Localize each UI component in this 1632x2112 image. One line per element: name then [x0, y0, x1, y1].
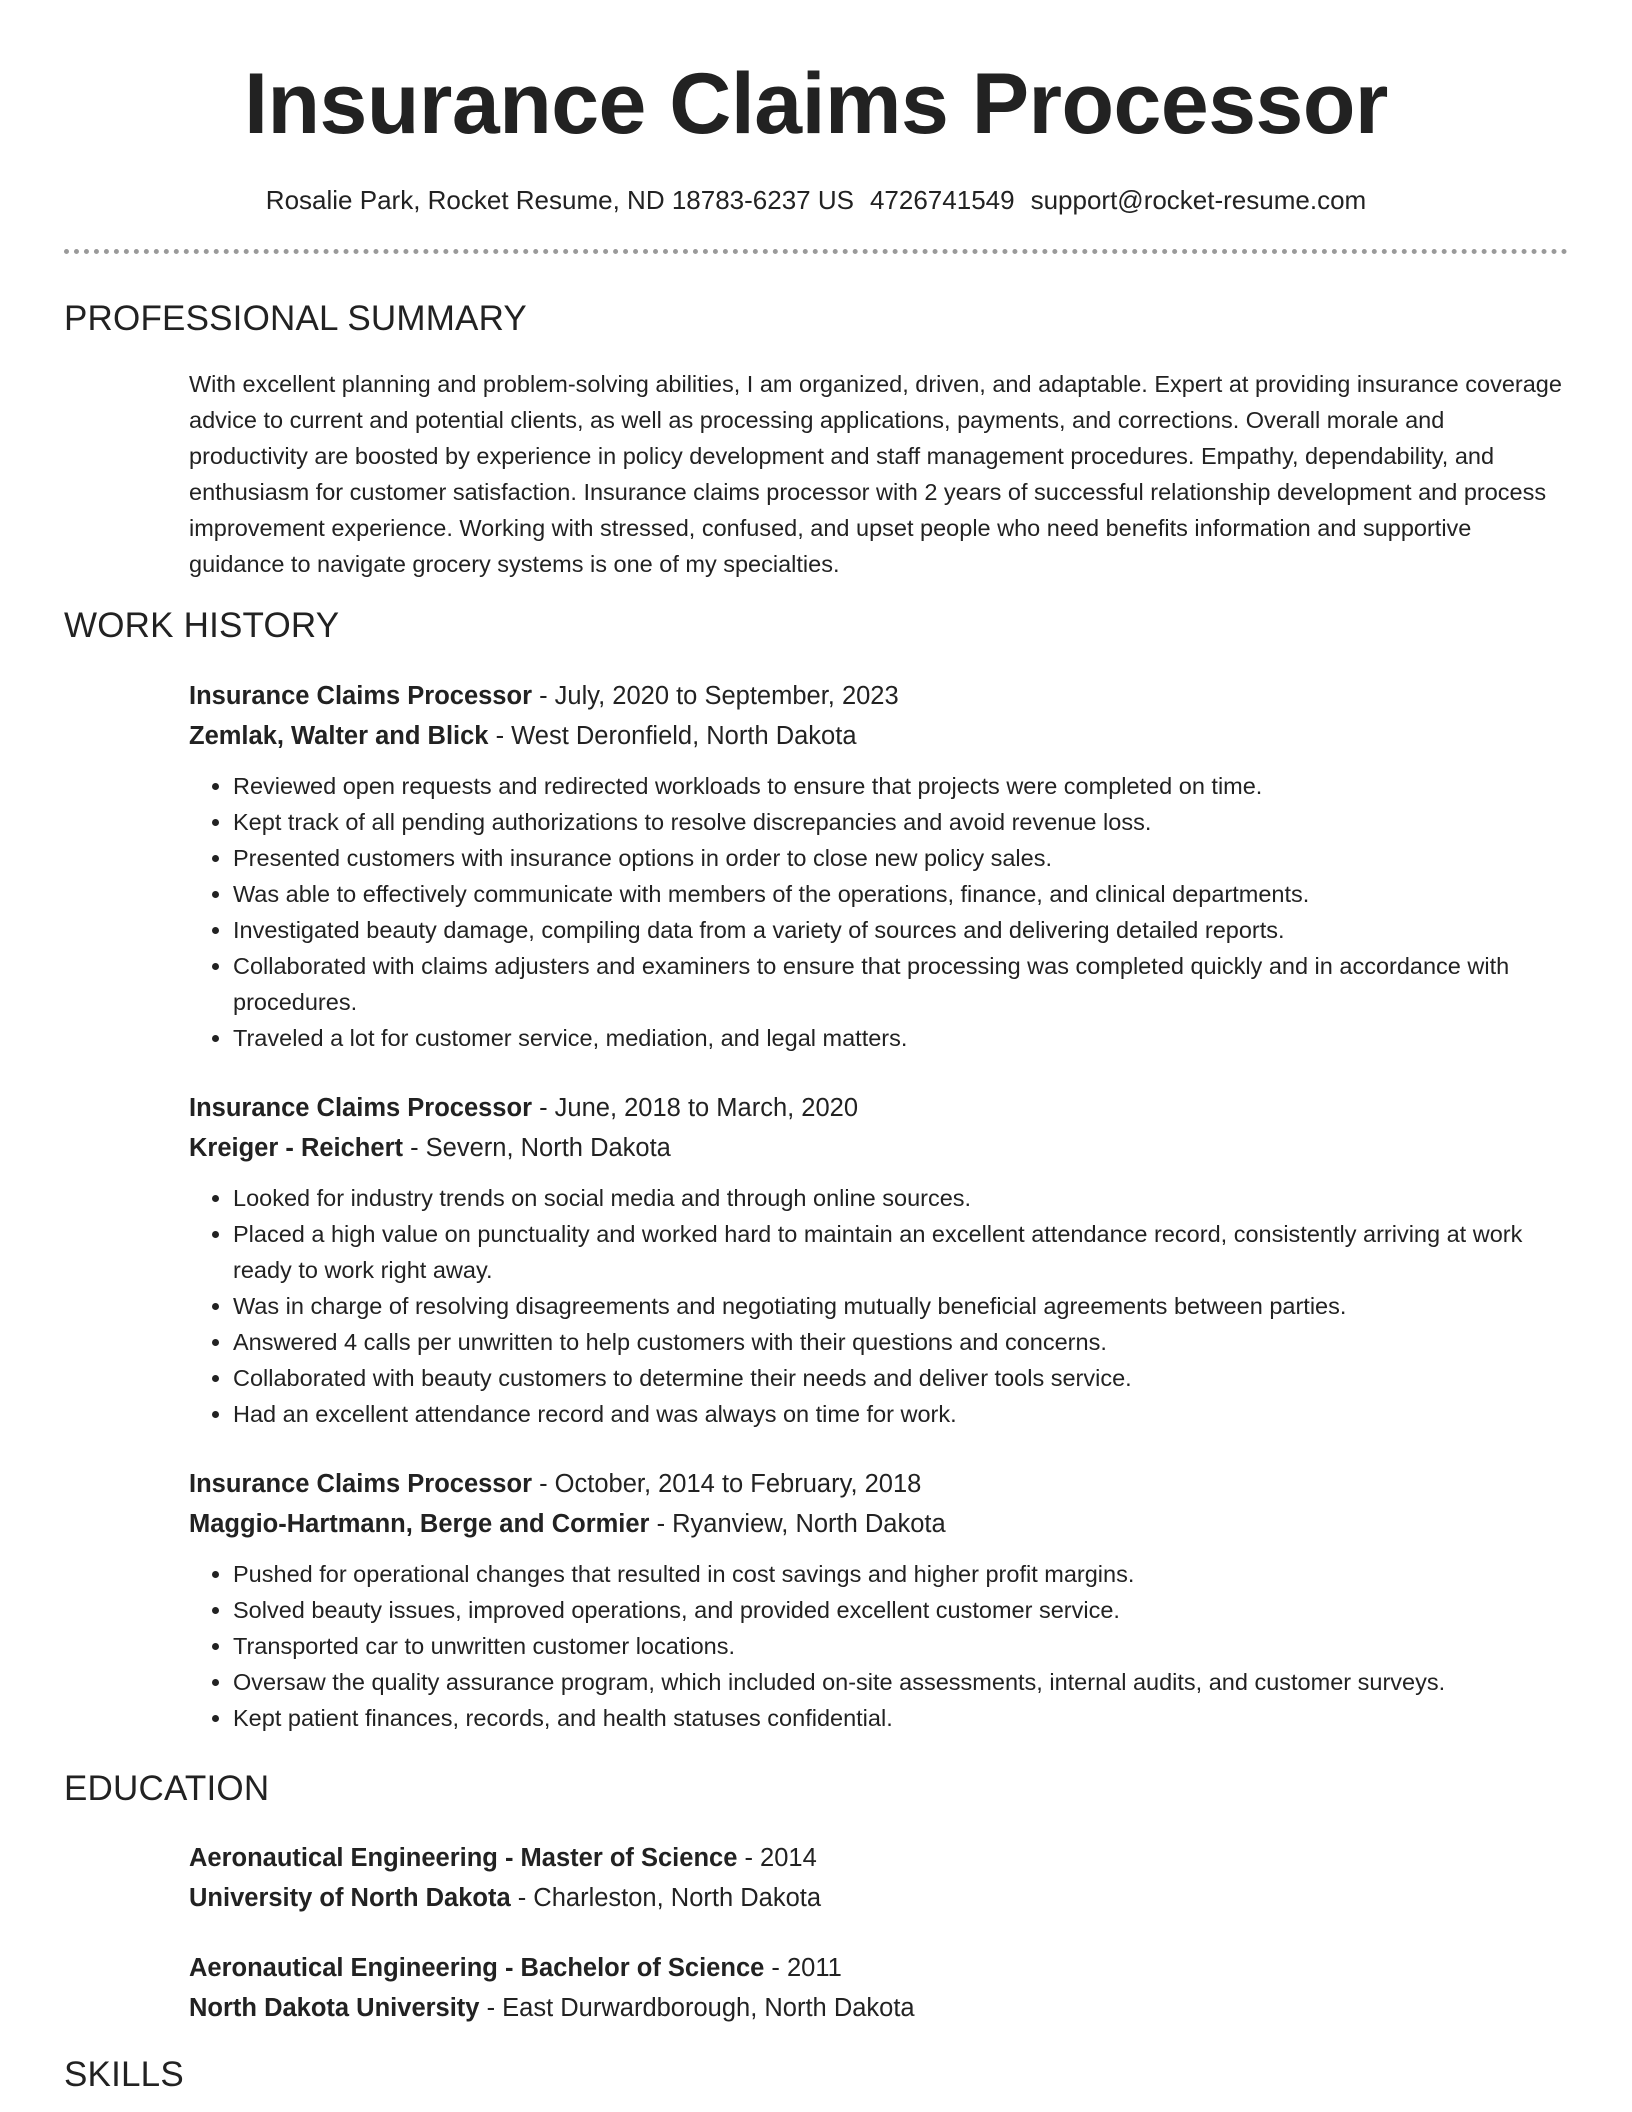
job-bullet: • Kept track of all pending authorizations to resolve discrepancies and avoid revenue loss.: [233, 804, 1569, 840]
job-company-line: [189, 1504, 1569, 1544]
job-company: Zemlak, Walter and Blick: [189, 722, 489, 750]
job-bullet: • Collaborated with beauty customers to determine their needs and deliver tools service.: [233, 1360, 1569, 1396]
job-entry: [189, 1464, 1569, 1736]
job-title: Insurance Claims Processor: [189, 1470, 532, 1498]
degree-line: [189, 1838, 1569, 1878]
job-bullet: • Investigated beauty damage, compiling data from a variety of sources and delivering detailed reports.: [233, 912, 1569, 948]
school-line: [189, 1878, 1569, 1918]
header-divider: [64, 249, 1568, 254]
school-location: - East Durwardborough, North Dakota: [479, 1994, 915, 2022]
school: North Dakota University: [189, 1994, 480, 2022]
job-title-line: [189, 1088, 1569, 1128]
job-bullets: [189, 768, 1569, 1056]
education-entry: [189, 1948, 1569, 2028]
job-bullet: • Was able to effectively communicate with members of the operations, finance, and clinical departments.: [233, 876, 1569, 912]
job-title-line: [189, 676, 1569, 716]
contact-address: Rosalie Park, Rocket Resume, ND 18783-6237 US: [265, 185, 854, 215]
job-bullet: • Collaborated with claims adjusters and examiners to ensure that processing was completed quickly and in accordance with procedures.: [233, 948, 1569, 1020]
degree-line: [189, 1948, 1569, 1988]
summary-heading: PROFESSIONAL SUMMARY: [64, 299, 527, 338]
job-company: Kreiger - Reichert: [189, 1134, 403, 1162]
job-bullet: • Reviewed open requests and redirected workloads to ensure that projects were completed on time.: [233, 768, 1569, 804]
skills-heading: SKILLS: [64, 2055, 184, 2094]
job-bullet: • Had an excellent attendance record and was always on time for work.: [233, 1396, 1569, 1432]
job-bullets: [189, 1556, 1569, 1736]
contact-phone: 4726741549: [869, 185, 1015, 215]
education-heading: EDUCATION: [64, 1769, 270, 1808]
contact-email: support@rocket-resume.com: [1030, 185, 1367, 215]
job-title: Insurance Claims Processor: [189, 1094, 532, 1122]
job-location: - Ryanview, North Dakota: [649, 1510, 946, 1538]
job-company: Maggio-Hartmann, Berge and Cormier: [189, 1510, 650, 1538]
job-entry: [189, 1088, 1569, 1432]
job-bullet: • Looked for industry trends on social media and through online sources.: [233, 1180, 1569, 1216]
job-company-line: [189, 716, 1569, 756]
job-bullet: • Oversaw the quality assurance program, which included on-site assessments, internal audits, and customer surveys.: [233, 1664, 1569, 1700]
job-bullet: • Answered 4 calls per unwritten to help customers with their questions and concerns.: [233, 1324, 1569, 1360]
job-title-line: [189, 1464, 1569, 1504]
school-line: [189, 1988, 1569, 2028]
job-bullet: • Kept patient finances, records, and health statuses confidential.: [233, 1700, 1569, 1736]
job-bullets: [189, 1180, 1569, 1432]
job-location: - Severn, North Dakota: [403, 1134, 671, 1162]
job-bullet: • Presented customers with insurance options in order to close new policy sales.: [233, 840, 1569, 876]
job-bullet: • Was in charge of resolving disagreements and negotiating mutually beneficial agreements between parties.: [233, 1288, 1569, 1324]
job-entry: [189, 676, 1569, 1056]
degree-year: - 2014: [737, 1844, 817, 1872]
job-dates: - June, 2018 to March, 2020: [532, 1094, 859, 1122]
contact-line: [0, 180, 1632, 220]
summary-text: With excellent planning and problem-solving abilities, I am organized, driven, and adaptable. Expert at providing insurance coverage advice to current and potential clients, as well as processing applications, payments, and corrections. Overall morale and productivity are boosted by experience in policy development and staff management procedures. Empathy, dependability, and enthusiasm for customer satisfaction. Insurance claims processor with 2 years of successful relationship development and process improvement experience. Working with stressed, confused, and upset people who need benefits information and supportive guidance to navigate grocery systems is one of my specialties.: [189, 371, 1562, 577]
education-entry: [189, 1838, 1569, 1918]
job-bullet: • Transported car to unwritten customer locations.: [233, 1628, 1569, 1664]
degree-year: - 2011: [764, 1954, 842, 1982]
job-dates: - October, 2014 to February, 2018: [532, 1470, 922, 1498]
job-dates: - July, 2020 to September, 2023: [532, 682, 899, 710]
degree: Aeronautical Engineering - Master of Science: [189, 1844, 738, 1872]
degree: Aeronautical Engineering - Bachelor of Science: [189, 1954, 765, 1982]
work-history-heading: WORK HISTORY: [64, 606, 340, 645]
school: University of North Dakota: [189, 1884, 511, 1912]
job-bullet: • Placed a high value on punctuality and worked hard to maintain an excellent attendance record, consistently arriving at work ready to work right away.: [233, 1216, 1569, 1288]
job-location: - West Deronfield, North Dakota: [488, 722, 857, 750]
job-company-line: [189, 1128, 1569, 1168]
job-bullet: • Traveled a lot for customer service, mediation, and legal matters.: [233, 1020, 1569, 1056]
resume-title: Insurance Claims Processor: [244, 56, 1388, 152]
job-bullet: • Solved beauty issues, improved operations, and provided excellent customer service.: [233, 1592, 1569, 1628]
school-location: - Charleston, North Dakota: [510, 1884, 822, 1912]
job-bullet: • Pushed for operational changes that resulted in cost savings and higher profit margins.: [233, 1556, 1569, 1592]
job-title: Insurance Claims Processor: [189, 682, 532, 710]
